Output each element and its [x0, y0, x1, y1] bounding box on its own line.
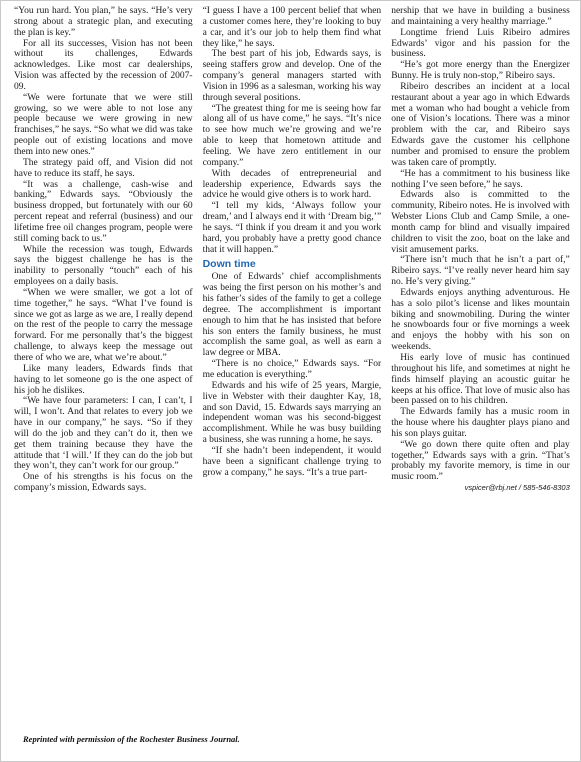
- paragraph: “There isn’t much that he isn’t a part of,” Ribeiro says. “I’ve really never heard him say no. He’s very giving.”: [391, 255, 570, 288]
- paragraph: Edwards enjoys anything adventurous. He has a solo pilot’s license and likes mountain biking and snowmobiling. During the winter he snowboards four or five mornings a week and enjoys the hobby with his son on weekends.: [391, 287, 570, 353]
- paragraph: “He has a commitment to his business like nothing I’ve seen before,” he says.: [391, 168, 570, 190]
- column-3: [391, 6, 570, 534]
- reprint-credit: Reprinted with permission of the Rochester Business Journal.: [23, 734, 240, 744]
- paragraph: The strategy paid off, and Vision did not have to reduce its staff, he says.: [14, 157, 193, 179]
- paragraph: Edwards and his wife of 25 years, Margie, live in Webster with their daughter Kay, 18, and son David, 15. Edwards says marrying an independent woman was his second-biggest accomplishment. While he was busy building a business, she was running a home, he says.: [202, 380, 382, 446]
- paragraph: While the recession was tough, Edwards says the biggest challenge he has is the inability to personally “touch” each of his employees on a daily basis.: [14, 244, 193, 288]
- column-1: [14, 6, 193, 534]
- section-heading: Down time: [202, 258, 256, 271]
- paragraph: The best part of his job, Edwards says, is seeing staffers grow and develop. One of the company’s general managers started with Vision in 1996 as a salesman, working his way through several positions.: [202, 49, 382, 103]
- paragraph: “You run hard. You plan,” he says. “He’s very strong about a strategic plan, and executing the plan is key.”: [14, 6, 193, 38]
- paragraph: “When we were smaller, we got a lot of time together,” he says. “What I’ve found is since we got as large as we are, I really depend on the rest of the people to carry the message forward. For me personally that’s the biggest challenge, to always keep the message out there of who we are, what we’re about.”: [14, 287, 193, 363]
- article-body: [14, 6, 570, 534]
- paragraph: Edwards also is committed to the community, Ribeiro notes. He is involved with Webster Lions Club and Camp Smile, a one-month camp for blind and visually impaired children to visit the zoo, boat on the lake and visit amusement parks.: [391, 190, 570, 255]
- paragraph: One of his strengths is his focus on the company’s mission, Edwards says.: [14, 472, 193, 494]
- paragraph: “There is no choice,” Edwards says. “For me education is everything.”: [202, 359, 382, 380]
- paragraph: “He’s got more energy than the Energizer Bunny. He is truly non-stop,” Ribeiro says.: [391, 60, 570, 82]
- paragraph: Longtime friend Luis Ribeiro admires Edwards’ vigor and his passion for the business.: [391, 27, 570, 60]
- paragraph: “We go down there quite often and play together,” Edwards says with a grin. “That’s probably my favorite memory, is time in our music room.”: [391, 439, 570, 483]
- paragraph: “We have four parameters: I can, I can’t, I will, I won’t. And that relates to every job we have in our company,” he says. “So if they will do the job and they can’t do it, then we get them training because they have the attitude that ‘I will.’ If they can do the job but they won’t, they can’t work for our group.”: [14, 396, 193, 472]
- paragraph: nership that we have in building a business and maintaining a very healthy marriage.”: [391, 6, 570, 27]
- paragraph: One of Edwards’ chief accomplishments was being the first person on his mother’s and his father’s sides of the family to get a college degree. The accomplishment is important enough to him that he has insisted that before his son enters the family business, he must accomplish the same goal, as well as earn a law degree or MBA.: [202, 272, 382, 359]
- paragraph: For all its successes, Vision has not been without its challenges, Edwards acknowledges. Like most car dealerships, Vision was affected by the recession of 2007-09.: [14, 38, 193, 92]
- paragraph: “The greatest thing for me is seeing how far along all of us have come,” he says. “It’s nice to see how much we’re growing and we’re able to keep that hometown attitude and feeling. We have zero entitlement in our company.”: [202, 103, 382, 168]
- paragraph: “We were fortunate that we were still growing, so we were able to not lose any people because we were growing in new franchises,” he says. “So what we did was take people out of existing locations and move them into new ones.”: [14, 92, 193, 157]
- author-contact: vspicer@rbj.net / 585-546-8303: [464, 483, 570, 493]
- paragraph: “It was a challenge, cash-wise and banking,” Edwards says. “Obviously the business dropped, but fortunately with our 60 percent repeat and referral (business) and our lifetime free oil changes program, people were still coming back to us.”: [14, 179, 193, 244]
- paragraph: Like many leaders, Edwards finds that having to let someone go is the one aspect of his job he dislikes.: [14, 363, 193, 396]
- paragraph: The Edwards family has a music room in the house where his daughter plays piano and his son plays guitar.: [391, 407, 570, 439]
- paragraph: “I guess I have a 100 percent belief that when a customer comes here, they’re looking to buy a car, and it’s our job to help them find what they like,” he says.: [202, 6, 382, 49]
- paragraph: Ribeiro describes an incident at a local restaurant about a year ago in which Edwards met a woman who had bought a vehicle from one of Vision’s locations. There was a minor problem with the car, and Ribeiro says Edwards gave the customer his cellphone number and promised to ensure the problem was taken care of promptly.: [391, 81, 570, 168]
- paragraph: His early love of music has continued throughout his life, and sometimes at night he finds himself playing an acoustic guitar he keeps at his office. That love of music also has been passed on to his children.: [391, 353, 570, 407]
- paragraph: “If she hadn’t been independent, it would have been a significant challenge trying to grow a company,” he says. “It’s a true part-: [202, 445, 382, 478]
- paragraph: With decades of entrepreneurial and leadership experience, Edwards says the advice he would give others is to work hard.: [202, 168, 382, 201]
- column-2: [203, 6, 382, 534]
- paragraph: “I tell my kids, ‘Always follow your dream,’ and I always end it with ‘Dream big,’” he says. “I think if you dream it and you work hard, you probably have a pretty good chance that it will happen.”: [202, 201, 382, 255]
